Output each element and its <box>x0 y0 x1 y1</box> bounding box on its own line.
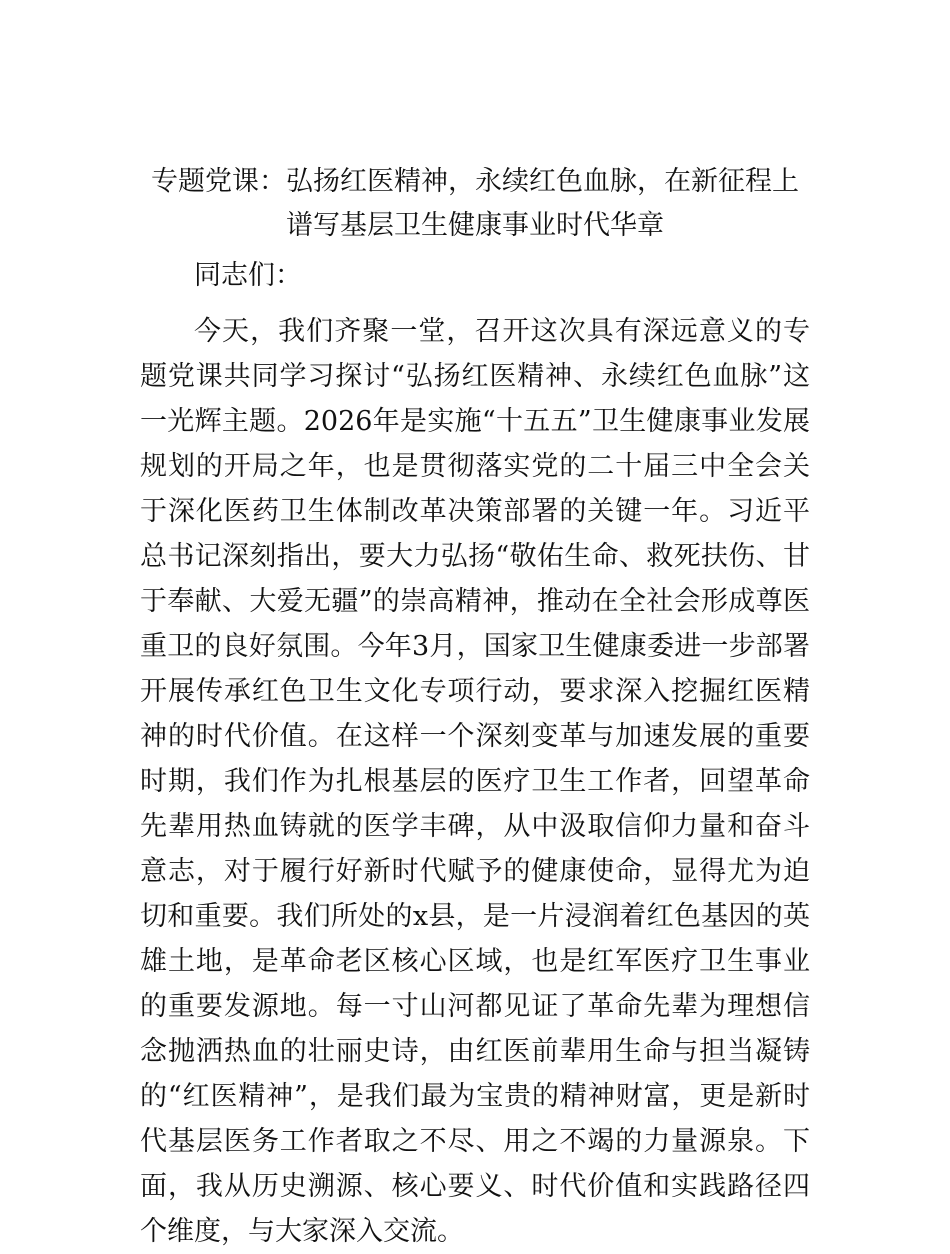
salutation: 同志们： <box>194 260 302 291</box>
document-title: 专题党课：弘扬红医精神，永续红色血脉，在新征程上谱写基层卫生健康事业时代华章 <box>151 166 799 241</box>
body-paragraph: 今天，我们齐聚一堂，召开这次具有深远意义的专题党课共同学习探讨“弘扬红医精神、永续红色血脉”这一光辉主题。2026年是实施“十五五”卫生健康事业发展规划的开局之年，也是贯彻落实党的二十届三中全会关于深化医药卫生体制改革决策部署的关键一年。习近平总书记深刻指出，要大力弘扬“敬佑生命、救死扶伤、甘于奉献、大爱无疆”的崇高精神，推动在全社会形成尊医重卫的良好氛围。今年3月，国家卫生健康委进一步部署开展传承红色卫生文化专项行动，要求深入挖掘红医精神的时代价值。在这样一个深刻变革与加速发展的重要时期，我们作为扎根基层的医疗卫生工作者，回望革命先辈用热血铸就的医学丰碑，从中汲取信仰力量和奋斗意志，对于履行好新时代赋予的健康使命，显得尤为迫切和重要。我们所处的x县，是一片浸润着红色基因的英雄土地，是革命老区核心区域，也是红军医疗卫生事业的重要发源地。每一寸山河都见证了革命先辈为理想信念抛洒热血的壮丽史诗，由红医前辈用生命与担当凝铸的“红医精神”，是我们最为宝贵的精神财富，更是新时代基层医务工作者取之不尽、用之不竭的力量源泉。下面，我从历史溯源、核心要义、时代价值和实践路径四个维度，与大家深入交流。 <box>140 316 810 1247</box>
